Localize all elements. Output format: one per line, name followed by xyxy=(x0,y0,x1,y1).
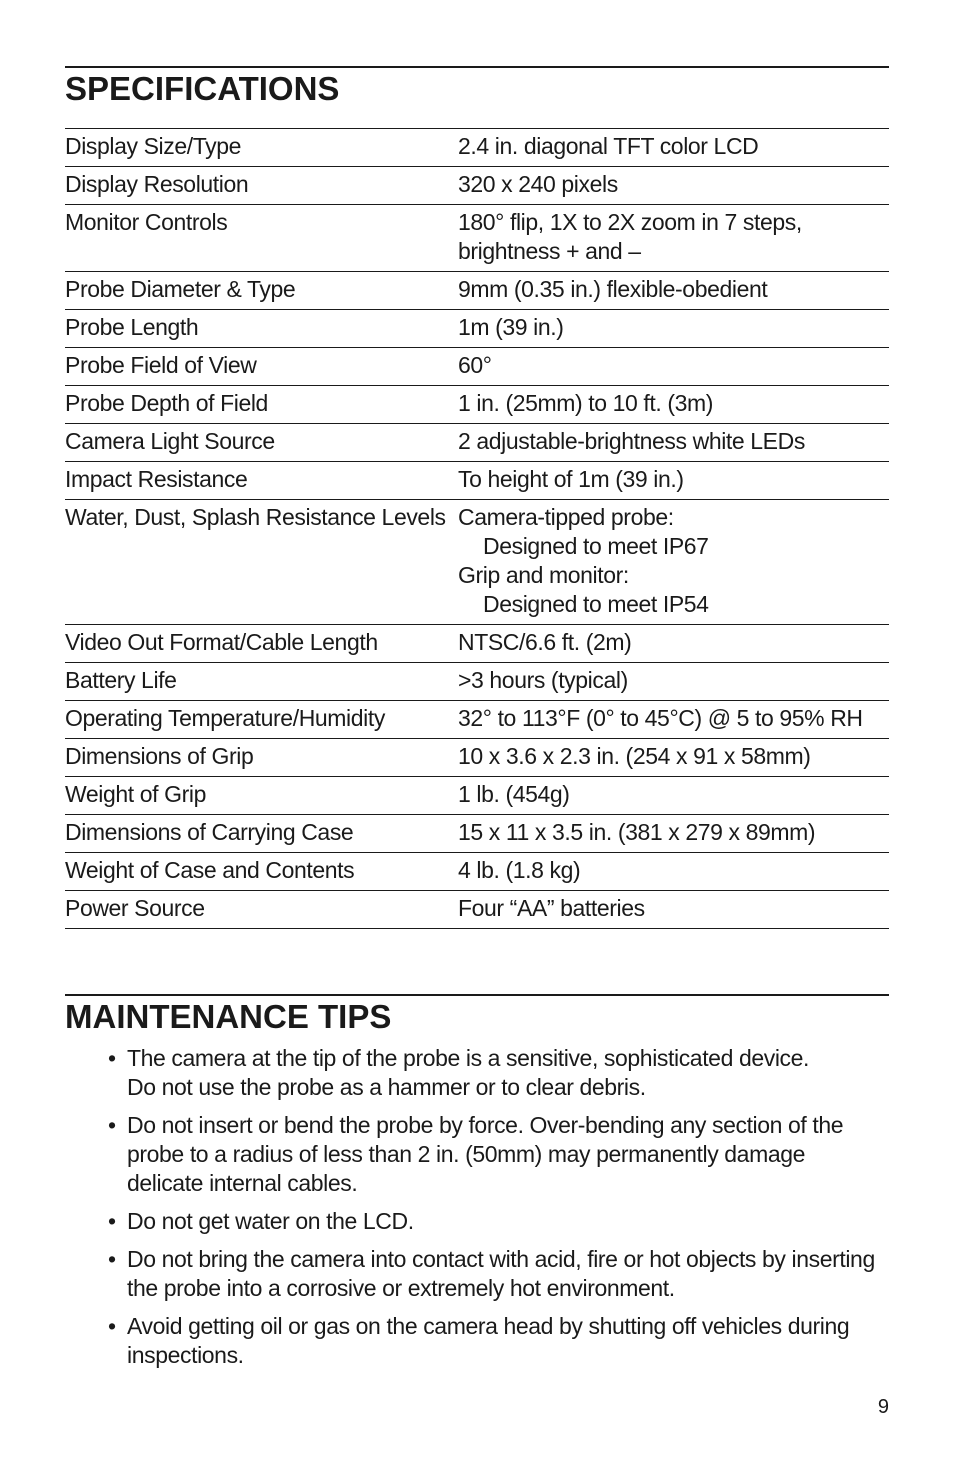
spec-value-line: 9mm (0.35 in.) flexible-obedient xyxy=(458,276,768,302)
spec-value-line: 60° xyxy=(458,352,492,378)
spec-row xyxy=(65,386,889,424)
spec-label: Monitor Controls xyxy=(65,205,458,272)
spec-value-line: 1 in. (25mm) to 10 ft. (3m) xyxy=(458,390,714,416)
spec-label: Battery Life xyxy=(65,663,458,701)
spec-value xyxy=(458,891,889,929)
spec-label: Dimensions of Carrying Case xyxy=(65,815,458,853)
spec-value xyxy=(458,424,889,462)
tip-line: Do not insert or bend the probe by force. Over-bending any section of the xyxy=(127,1112,844,1138)
spec-value-line: To height of 1m (39 in.) xyxy=(458,466,684,492)
spec-value xyxy=(458,348,889,386)
spec-value xyxy=(458,625,889,663)
maintenance-tip xyxy=(108,1044,889,1102)
spec-value xyxy=(458,129,889,167)
tip-line: delicate internal cables. xyxy=(127,1170,358,1196)
spec-label: Video Out Format/Cable Length xyxy=(65,625,458,663)
spec-value xyxy=(458,462,889,500)
spec-value-line: >3 hours (typical) xyxy=(458,667,628,693)
maintenance-tip xyxy=(108,1312,889,1370)
maintenance-tips-list xyxy=(108,1044,889,1379)
spec-row xyxy=(65,891,889,929)
spec-value xyxy=(458,853,889,891)
spec-row xyxy=(65,500,889,625)
spec-value xyxy=(458,500,889,625)
spec-value-line: Grip and monitor: xyxy=(458,562,629,588)
maintenance-tip xyxy=(108,1245,889,1303)
maintenance-tip xyxy=(108,1111,889,1198)
spec-value xyxy=(458,205,889,272)
specifications-heading: SPECIFICATIONS xyxy=(65,70,340,107)
page-number: 9 xyxy=(877,1396,889,1418)
spec-value-line: 320 x 240 pixels xyxy=(458,171,618,197)
spec-value-line: 10 x 3.6 x 2.3 in. (254 x 91 x 58mm) xyxy=(458,743,811,769)
spec-row xyxy=(65,167,889,205)
maintenance-tips-heading: MAINTENANCE TIPS xyxy=(65,998,392,1035)
tip-line: The camera at the tip of the probe is a sensitive, sophisticated device. xyxy=(127,1045,810,1071)
spec-row xyxy=(65,663,889,701)
bullet-icon: • xyxy=(108,1112,116,1138)
tip-line: the probe into a corrosive or extremely hot environment. xyxy=(127,1275,675,1301)
spec-label: Power Source xyxy=(65,891,458,929)
maintenance-tip xyxy=(108,1207,889,1236)
spec-value-line: Camera-tipped probe: xyxy=(458,504,674,530)
spec-value-line: 180° flip, 1X to 2X zoom in 7 steps, xyxy=(458,209,802,235)
tip-line: Avoid getting oil or gas on the camera head by shutting off vehicles during xyxy=(127,1313,850,1339)
spec-row xyxy=(65,462,889,500)
spec-row xyxy=(65,272,889,310)
tip-line: Do not bring the camera into contact with acid, fire or hot objects by inserting xyxy=(127,1246,875,1272)
spec-value xyxy=(458,739,889,777)
spec-row xyxy=(65,739,889,777)
spec-row xyxy=(65,625,889,663)
tip-line: inspections. xyxy=(127,1342,244,1368)
spec-value-line: 2 adjustable-brightness white LEDs xyxy=(458,428,805,454)
bullet-icon: • xyxy=(108,1246,116,1272)
bullet-icon: • xyxy=(108,1208,116,1234)
spec-label: Operating Temperature/Humidity xyxy=(65,701,458,739)
spec-value xyxy=(458,701,889,739)
spec-value-line: 4 lb. (1.8 kg) xyxy=(458,857,581,883)
spec-label: Probe Diameter & Type xyxy=(65,272,458,310)
manual-page xyxy=(65,0,889,1475)
spec-row xyxy=(65,424,889,462)
tip-line: probe to a radius of less than 2 in. (50mm) may permanently damage xyxy=(127,1141,806,1167)
spec-label: Water, Dust, Splash Resistance Levels xyxy=(65,500,458,625)
spec-label: Probe Depth of Field xyxy=(65,386,458,424)
spec-row xyxy=(65,129,889,167)
spec-value-line: 15 x 11 x 3.5 in. (381 x 279 x 89mm) xyxy=(458,819,816,845)
tip-line: Do not get water on the LCD. xyxy=(127,1208,414,1234)
spec-label: Weight of Case and Contents xyxy=(65,853,458,891)
spec-value-line: 1 lb. (454g) xyxy=(458,781,570,807)
spec-value xyxy=(458,167,889,205)
spec-label: Probe Field of View xyxy=(65,348,458,386)
tip-line: Do not use the probe as a hammer or to clear debris. xyxy=(127,1074,646,1100)
specifications-table xyxy=(65,128,889,929)
bullet-icon: • xyxy=(108,1313,116,1339)
section-divider xyxy=(65,994,889,996)
spec-row xyxy=(65,348,889,386)
spec-label: Impact Resistance xyxy=(65,462,458,500)
spec-label: Camera Light Source xyxy=(65,424,458,462)
spec-label: Display Size/Type xyxy=(65,129,458,167)
spec-value xyxy=(458,386,889,424)
spec-label: Display Resolution xyxy=(65,167,458,205)
spec-value xyxy=(458,815,889,853)
spec-row xyxy=(65,701,889,739)
spec-row xyxy=(65,310,889,348)
spec-value xyxy=(458,310,889,348)
spec-label: Weight of Grip xyxy=(65,777,458,815)
specifications-table-body xyxy=(65,129,889,929)
spec-label: Dimensions of Grip xyxy=(65,739,458,777)
spec-value-line: Designed to meet IP67 xyxy=(483,533,709,559)
spec-value-line: 1m (39 in.) xyxy=(458,314,564,340)
spec-value-line: 2.4 in. diagonal TFT color LCD xyxy=(458,133,759,159)
spec-value-line: 32° to 113°F (0° to 45°C) @ 5 to 95% RH xyxy=(458,705,863,731)
spec-value-line: NTSC/6.6 ft. (2m) xyxy=(458,629,632,655)
spec-value-line: Designed to meet IP54 xyxy=(483,591,709,617)
spec-value xyxy=(458,272,889,310)
spec-row xyxy=(65,815,889,853)
spec-row xyxy=(65,777,889,815)
top-divider xyxy=(65,66,889,68)
spec-value-line: brightness + and – xyxy=(458,238,641,264)
spec-row xyxy=(65,205,889,272)
spec-label: Probe Length xyxy=(65,310,458,348)
spec-value-line: Four “AA” batteries xyxy=(458,895,645,921)
spec-row xyxy=(65,853,889,891)
bullet-icon: • xyxy=(108,1045,116,1071)
spec-value xyxy=(458,777,889,815)
spec-value xyxy=(458,663,889,701)
